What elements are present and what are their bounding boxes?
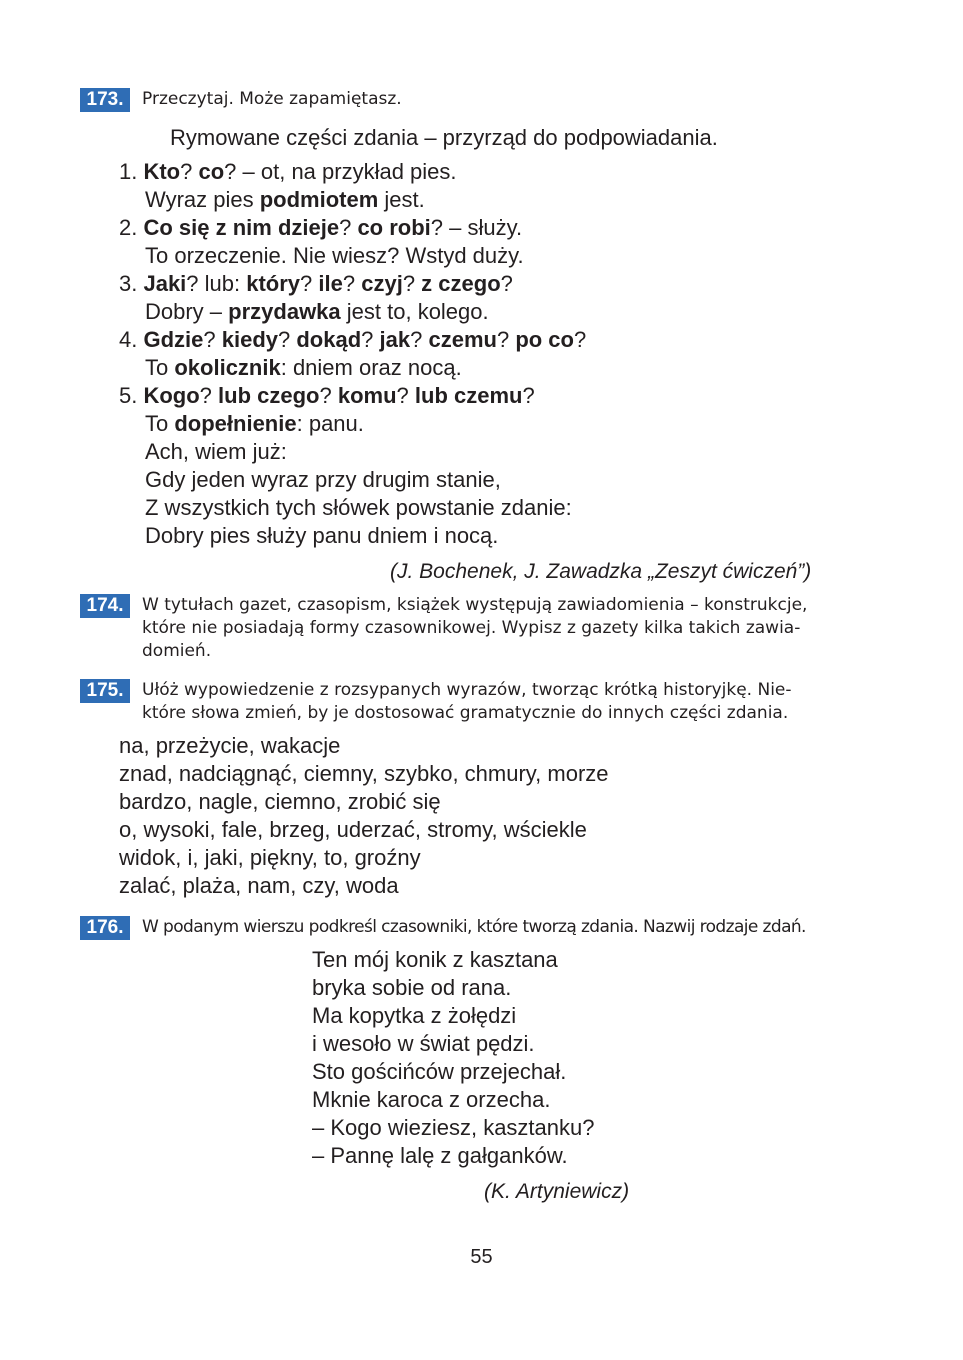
bold-term: lub czemu xyxy=(414,383,523,408)
bold-term: Kogo xyxy=(143,383,200,408)
bold-term: przydawka xyxy=(228,299,341,324)
text-segment: ? – ot, na przykład pies. xyxy=(224,159,457,184)
text-segment: ? – służy. xyxy=(430,215,523,240)
text-segment: To orzeczenie. Nie wiesz? Wstyd duży. xyxy=(145,243,524,268)
text-segment: 4. xyxy=(119,327,144,352)
bold-term: Gdzie xyxy=(143,327,204,352)
text-segment: ? xyxy=(339,215,358,240)
text-segment: ? xyxy=(203,327,222,352)
exercise-174 xyxy=(80,594,863,663)
word-group: znad, nadciągnąć, ciemny, szybko, chmury, morze xyxy=(119,761,609,786)
text-segment: Ach, wiem już: xyxy=(145,439,287,464)
bold-term: lub czego xyxy=(218,383,320,408)
poem-line: Sto gościńców przejechał. xyxy=(312,1059,567,1084)
bold-term: Kto xyxy=(143,159,181,184)
instruction-line: które nie posiadają formy czasownikowej. Wypisz z gazety kilka takich zawia- xyxy=(142,618,801,638)
poem-line: bryka sobie od rana. xyxy=(312,975,512,1000)
bold-term: okolicznik xyxy=(174,355,281,380)
instruction-line: W tytułach gazet, czasopism, książek występują zawiadomienia – konstrukcje, xyxy=(142,595,808,615)
text-segment: ? xyxy=(522,383,535,408)
instruction-line: które słowa zmień, by je dostosować gramatycznie do innych części zdania. xyxy=(142,703,789,723)
exercise-instruction xyxy=(142,679,863,725)
text-segment: Z wszystkich tych słówek powstanie zdanie: xyxy=(145,495,572,520)
word-group: bardzo, nagle, ciemno, zrobić się xyxy=(119,789,441,814)
bold-term: który xyxy=(246,271,301,296)
text-segment: ? xyxy=(319,383,338,408)
instruction-line: Ułóż wypowiedzenie z rozsypanych wyrazów, tworząc krótką historyjkę. Nie- xyxy=(142,680,792,700)
exercise-instruction: W podanym wierszu podkreśl czasowniki, które tworzą zdania. Nazwij rodzaje zdań. xyxy=(142,917,806,937)
word-groups xyxy=(119,732,609,900)
text-segment: ? xyxy=(402,271,422,296)
text-segment: ? xyxy=(496,327,516,352)
bold-term: Co się z nim dzieje xyxy=(143,215,340,240)
citation: (J. Bochenek, J. Zawadzka „Zeszyt ćwiczeń”) xyxy=(390,560,812,583)
text-segment: jest. xyxy=(378,187,425,212)
text-segment: 2. xyxy=(119,215,144,240)
word-group: o, wysoki, fale, brzeg, uderzać, stromy, wściekle xyxy=(119,817,587,842)
rhyme-line xyxy=(119,242,586,270)
rhyme-line xyxy=(119,270,586,298)
rhyme-line xyxy=(119,158,586,186)
bold-term: z czego xyxy=(421,271,501,296)
exercise-number-badge: 173. xyxy=(80,88,130,112)
text-segment: : panu. xyxy=(296,411,364,436)
page-number: 55 xyxy=(470,1246,493,1268)
rhyme-line xyxy=(119,382,586,410)
text-segment: ? xyxy=(410,327,429,352)
bold-term: co robi xyxy=(357,215,431,240)
citation: (K. Artyniewicz) xyxy=(484,1180,630,1203)
exercise-173 xyxy=(80,88,863,111)
text-segment: Gdy jeden wyraz przy drugim stanie, xyxy=(145,467,501,492)
bold-term: dokąd xyxy=(296,327,362,352)
poem-line: Ten mój konik z kasztana xyxy=(312,947,558,972)
bold-term: ile xyxy=(318,271,343,296)
text-segment: ? xyxy=(361,327,380,352)
bold-term: czemu xyxy=(428,327,497,352)
text-segment: ? xyxy=(500,271,513,296)
bold-term: jak xyxy=(379,327,411,352)
text-segment: ? xyxy=(300,271,319,296)
rhyme-body xyxy=(119,158,586,550)
rhyme-line xyxy=(119,522,586,550)
rhyme-line xyxy=(119,438,586,466)
text-segment: 3. xyxy=(119,271,144,296)
text-segment: To xyxy=(145,411,175,436)
word-group: na, przeżycie, wakacje xyxy=(119,733,341,758)
text-segment: ? xyxy=(180,159,199,184)
text-segment: 1. xyxy=(119,159,144,184)
rhyme-title: Rymowane części zdania – przyrząd do podpowiadania. xyxy=(170,125,718,150)
bold-term: kiedy xyxy=(221,327,278,352)
exercise-instruction: Przeczytaj. Może zapamiętasz. xyxy=(142,89,402,109)
exercise-instruction xyxy=(142,594,863,663)
poem-line: – Kogo wieziesz, kasztanku? xyxy=(312,1115,595,1140)
instruction-line: domień. xyxy=(142,641,212,661)
text-segment: ? xyxy=(573,327,587,352)
exercise-number-badge: 176. xyxy=(80,916,130,940)
rhyme-line xyxy=(119,186,586,214)
word-group: zalać, plaża, nam, czy, woda xyxy=(119,873,399,898)
word-group: widok, i, jaki, piękny, to, groźny xyxy=(119,845,421,870)
bold-term: komu xyxy=(337,383,397,408)
text-segment: ? xyxy=(342,271,362,296)
text-segment: To xyxy=(145,355,175,380)
text-segment: jest to, kolego. xyxy=(340,299,489,324)
text-segment: ? lub: xyxy=(186,271,247,296)
poem-line: Ma kopytka z żołędzi xyxy=(312,1003,517,1028)
rhyme-line xyxy=(119,494,586,522)
text-segment: ? xyxy=(199,383,219,408)
rhyme-line xyxy=(119,326,586,354)
rhyme-line xyxy=(119,298,586,326)
text-segment: ? xyxy=(396,383,415,408)
bold-term: Jaki xyxy=(143,271,187,296)
rhyme-line xyxy=(119,354,586,382)
bold-term: czyj xyxy=(361,271,403,296)
poem-line: Mknie karoca z orzecha. xyxy=(312,1087,551,1112)
bold-term: dopełnienie xyxy=(174,411,297,436)
rhyme-line xyxy=(119,214,586,242)
text-segment: Dobry pies służy panu dniem i nocą. xyxy=(145,523,499,548)
text-segment: Wyraz pies xyxy=(145,187,260,212)
exercise-176 xyxy=(80,916,903,939)
bold-term: po co xyxy=(515,327,574,352)
poem-line: i wesoło w świat pędzi. xyxy=(312,1031,535,1056)
poem-line: – Pannę lalę z gałganków. xyxy=(312,1143,568,1168)
exercise-number-badge: 174. xyxy=(80,594,130,618)
text-segment: : dniem oraz nocą. xyxy=(280,355,462,380)
exercise-175 xyxy=(80,679,863,725)
rhyme-line xyxy=(119,466,586,494)
text-segment: ? xyxy=(278,327,297,352)
bold-term: co xyxy=(198,159,225,184)
rhyme-line xyxy=(119,410,586,438)
text-segment: 5. xyxy=(119,383,144,408)
bold-term: podmiotem xyxy=(259,187,379,212)
poem xyxy=(312,946,595,1170)
text-segment: Dobry – xyxy=(145,299,229,324)
exercise-number-badge: 175. xyxy=(80,679,130,703)
